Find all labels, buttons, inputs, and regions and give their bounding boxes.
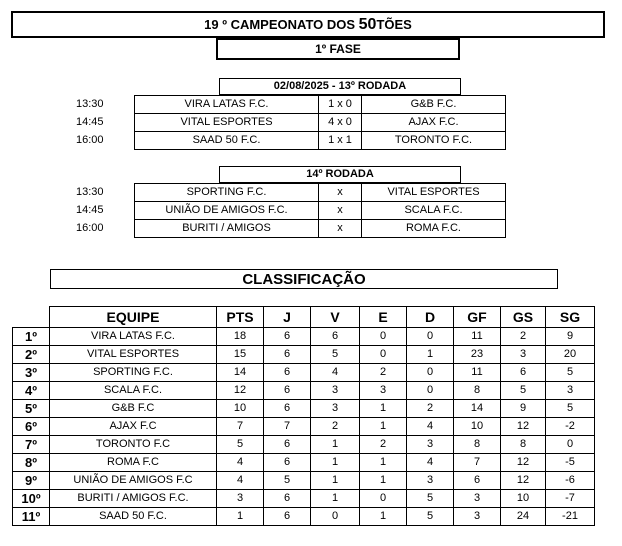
game-row bbox=[76, 184, 506, 202]
points: 3 bbox=[217, 490, 264, 508]
team-name: G&B F.C bbox=[50, 400, 217, 418]
wins: 3 bbox=[311, 400, 360, 418]
away-team: SCALA F.C. bbox=[362, 202, 506, 220]
wins: 3 bbox=[311, 382, 360, 400]
goals-against: 3 bbox=[501, 346, 546, 364]
position: 7º bbox=[13, 436, 50, 454]
home-team: SAAD 50 F.C. bbox=[135, 132, 319, 150]
game-time: 14:45 bbox=[76, 204, 104, 216]
goal-difference: -21 bbox=[546, 508, 595, 526]
home-team: VITAL ESPORTES bbox=[135, 114, 319, 132]
goals-for: 11 bbox=[454, 364, 501, 382]
col-v: V bbox=[311, 307, 360, 328]
game-row bbox=[76, 132, 506, 150]
title-prefix: 19 º CAMPEONATO DOS bbox=[204, 17, 359, 32]
table-row bbox=[13, 328, 595, 346]
draws: 0 bbox=[360, 346, 407, 364]
games-played: 6 bbox=[264, 508, 311, 526]
game-time: 16:00 bbox=[76, 222, 104, 234]
points: 4 bbox=[217, 454, 264, 472]
draws: 0 bbox=[360, 328, 407, 346]
wins: 0 bbox=[311, 508, 360, 526]
home-team: UNIÃO DE AMIGOS F.C. bbox=[135, 202, 319, 220]
table-row bbox=[13, 346, 595, 364]
round-14-header: 14º RODADA bbox=[219, 166, 461, 183]
position: 8º bbox=[13, 454, 50, 472]
goal-difference: 20 bbox=[546, 346, 595, 364]
game-score: x bbox=[319, 202, 362, 220]
standings-table bbox=[12, 306, 595, 526]
team-name: BURITI / AMIGOS F.C. bbox=[50, 490, 217, 508]
draws: 1 bbox=[360, 508, 407, 526]
points: 18 bbox=[217, 328, 264, 346]
goals-against: 12 bbox=[501, 418, 546, 436]
table-row bbox=[13, 382, 595, 400]
position: 2º bbox=[13, 346, 50, 364]
draws: 1 bbox=[360, 454, 407, 472]
games-played: 6 bbox=[264, 454, 311, 472]
goals-for: 10 bbox=[454, 418, 501, 436]
goals-for: 14 bbox=[454, 400, 501, 418]
goal-difference: -7 bbox=[546, 490, 595, 508]
goals-against: 24 bbox=[501, 508, 546, 526]
wins: 1 bbox=[311, 490, 360, 508]
away-team: ROMA F.C. bbox=[362, 220, 506, 238]
round-13-games bbox=[76, 95, 506, 150]
goal-difference: -5 bbox=[546, 454, 595, 472]
goals-for: 23 bbox=[454, 346, 501, 364]
goals-against: 12 bbox=[501, 454, 546, 472]
games-played: 6 bbox=[264, 436, 311, 454]
position: 10º bbox=[13, 490, 50, 508]
goals-against: 6 bbox=[501, 364, 546, 382]
games-played: 6 bbox=[264, 400, 311, 418]
games-played: 6 bbox=[264, 382, 311, 400]
table-row bbox=[13, 418, 595, 436]
team-name: ROMA F.C bbox=[50, 454, 217, 472]
games-played: 6 bbox=[264, 328, 311, 346]
away-team: G&B F.C. bbox=[362, 96, 506, 114]
points: 4 bbox=[217, 472, 264, 490]
losses: 4 bbox=[407, 454, 454, 472]
col-pts: PTS bbox=[217, 307, 264, 328]
draws: 1 bbox=[360, 418, 407, 436]
team-name: VIRA LATAS F.C. bbox=[50, 328, 217, 346]
col-j: J bbox=[264, 307, 311, 328]
game-time: 13:30 bbox=[76, 98, 104, 110]
draws: 1 bbox=[360, 400, 407, 418]
losses: 0 bbox=[407, 382, 454, 400]
goals-against: 9 bbox=[501, 400, 546, 418]
wins: 1 bbox=[311, 472, 360, 490]
standings-title: CLASSIFICAÇÃO bbox=[50, 269, 558, 289]
game-row bbox=[76, 202, 506, 220]
championship-title bbox=[11, 11, 605, 38]
team-name: SAAD 50 F.C. bbox=[50, 508, 217, 526]
game-score: x bbox=[319, 220, 362, 238]
goals-for: 6 bbox=[454, 472, 501, 490]
phase-label: 1º FASE bbox=[216, 38, 460, 60]
points: 7 bbox=[217, 418, 264, 436]
losses: 3 bbox=[407, 436, 454, 454]
wins: 1 bbox=[311, 436, 360, 454]
col-gs: GS bbox=[501, 307, 546, 328]
losses: 1 bbox=[407, 346, 454, 364]
losses: 0 bbox=[407, 328, 454, 346]
position: 4º bbox=[13, 382, 50, 400]
game-row bbox=[76, 220, 506, 238]
goal-difference: 0 bbox=[546, 436, 595, 454]
goals-against: 8 bbox=[501, 436, 546, 454]
goals-against: 12 bbox=[501, 472, 546, 490]
game-row bbox=[76, 96, 506, 114]
position: 6º bbox=[13, 418, 50, 436]
col-equipe: EQUIPE bbox=[50, 307, 217, 328]
team-name: UNIÃO DE AMIGOS F.C bbox=[50, 472, 217, 490]
team-name: SPORTING F.C. bbox=[50, 364, 217, 382]
games-played: 6 bbox=[264, 346, 311, 364]
losses: 4 bbox=[407, 418, 454, 436]
col-d: D bbox=[407, 307, 454, 328]
round-13-header: 02/08/2025 - 13º RODADA bbox=[219, 78, 461, 95]
goals-against: 10 bbox=[501, 490, 546, 508]
away-team: TORONTO F.C. bbox=[362, 132, 506, 150]
table-row bbox=[13, 400, 595, 418]
game-score: 4 x 0 bbox=[319, 114, 362, 132]
goals-for: 3 bbox=[454, 508, 501, 526]
away-team: AJAX F.C. bbox=[362, 114, 506, 132]
position: 5º bbox=[13, 400, 50, 418]
title-big: 50 bbox=[358, 16, 377, 33]
goal-difference: 5 bbox=[546, 400, 595, 418]
col-e: E bbox=[360, 307, 407, 328]
round-14-games bbox=[76, 183, 506, 238]
losses: 5 bbox=[407, 508, 454, 526]
wins: 1 bbox=[311, 454, 360, 472]
table-row bbox=[13, 454, 595, 472]
draws: 2 bbox=[360, 436, 407, 454]
losses: 0 bbox=[407, 364, 454, 382]
game-score: 1 x 0 bbox=[319, 96, 362, 114]
points: 10 bbox=[217, 400, 264, 418]
game-time: 13:30 bbox=[76, 186, 104, 198]
col-sg: SG bbox=[546, 307, 595, 328]
draws: 3 bbox=[360, 382, 407, 400]
wins: 5 bbox=[311, 346, 360, 364]
team-name: TORONTO F.C bbox=[50, 436, 217, 454]
goal-difference: -2 bbox=[546, 418, 595, 436]
position: 1º bbox=[13, 328, 50, 346]
game-time: 16:00 bbox=[76, 134, 104, 146]
games-played: 5 bbox=[264, 472, 311, 490]
draws: 1 bbox=[360, 472, 407, 490]
wins: 6 bbox=[311, 328, 360, 346]
points: 14 bbox=[217, 364, 264, 382]
game-row bbox=[76, 114, 506, 132]
position: 11º bbox=[13, 508, 50, 526]
wins: 2 bbox=[311, 418, 360, 436]
position: 9º bbox=[13, 472, 50, 490]
table-row bbox=[13, 490, 595, 508]
points: 1 bbox=[217, 508, 264, 526]
goal-difference: 3 bbox=[546, 382, 595, 400]
team-name: VITAL ESPORTES bbox=[50, 346, 217, 364]
table-row bbox=[13, 364, 595, 382]
home-team: BURITI / AMIGOS bbox=[135, 220, 319, 238]
wins: 4 bbox=[311, 364, 360, 382]
goals-for: 11 bbox=[454, 328, 501, 346]
team-name: AJAX F.C bbox=[50, 418, 217, 436]
draws: 2 bbox=[360, 364, 407, 382]
draws: 0 bbox=[360, 490, 407, 508]
goals-against: 5 bbox=[501, 382, 546, 400]
losses: 2 bbox=[407, 400, 454, 418]
goal-difference: -6 bbox=[546, 472, 595, 490]
games-played: 6 bbox=[264, 364, 311, 382]
pos-header bbox=[13, 307, 50, 328]
table-row bbox=[13, 436, 595, 454]
standings-header-row bbox=[13, 307, 595, 328]
team-name: SCALA F.C. bbox=[50, 382, 217, 400]
goals-against: 2 bbox=[501, 328, 546, 346]
table-row bbox=[13, 472, 595, 490]
goals-for: 3 bbox=[454, 490, 501, 508]
goals-for: 7 bbox=[454, 454, 501, 472]
game-score: 1 x 1 bbox=[319, 132, 362, 150]
points: 15 bbox=[217, 346, 264, 364]
away-team: VITAL ESPORTES bbox=[362, 184, 506, 202]
goal-difference: 5 bbox=[546, 364, 595, 382]
games-played: 6 bbox=[264, 490, 311, 508]
points: 5 bbox=[217, 436, 264, 454]
goals-for: 8 bbox=[454, 436, 501, 454]
losses: 5 bbox=[407, 490, 454, 508]
points: 12 bbox=[217, 382, 264, 400]
goal-difference: 9 bbox=[546, 328, 595, 346]
col-gf: GF bbox=[454, 307, 501, 328]
position: 3º bbox=[13, 364, 50, 382]
home-team: VIRA LATAS F.C. bbox=[135, 96, 319, 114]
table-row bbox=[13, 508, 595, 526]
title-suffix: TÕES bbox=[376, 17, 412, 32]
goals-for: 8 bbox=[454, 382, 501, 400]
home-team: SPORTING F.C. bbox=[135, 184, 319, 202]
game-score: x bbox=[319, 184, 362, 202]
game-time: 14:45 bbox=[76, 116, 104, 128]
losses: 3 bbox=[407, 472, 454, 490]
games-played: 7 bbox=[264, 418, 311, 436]
